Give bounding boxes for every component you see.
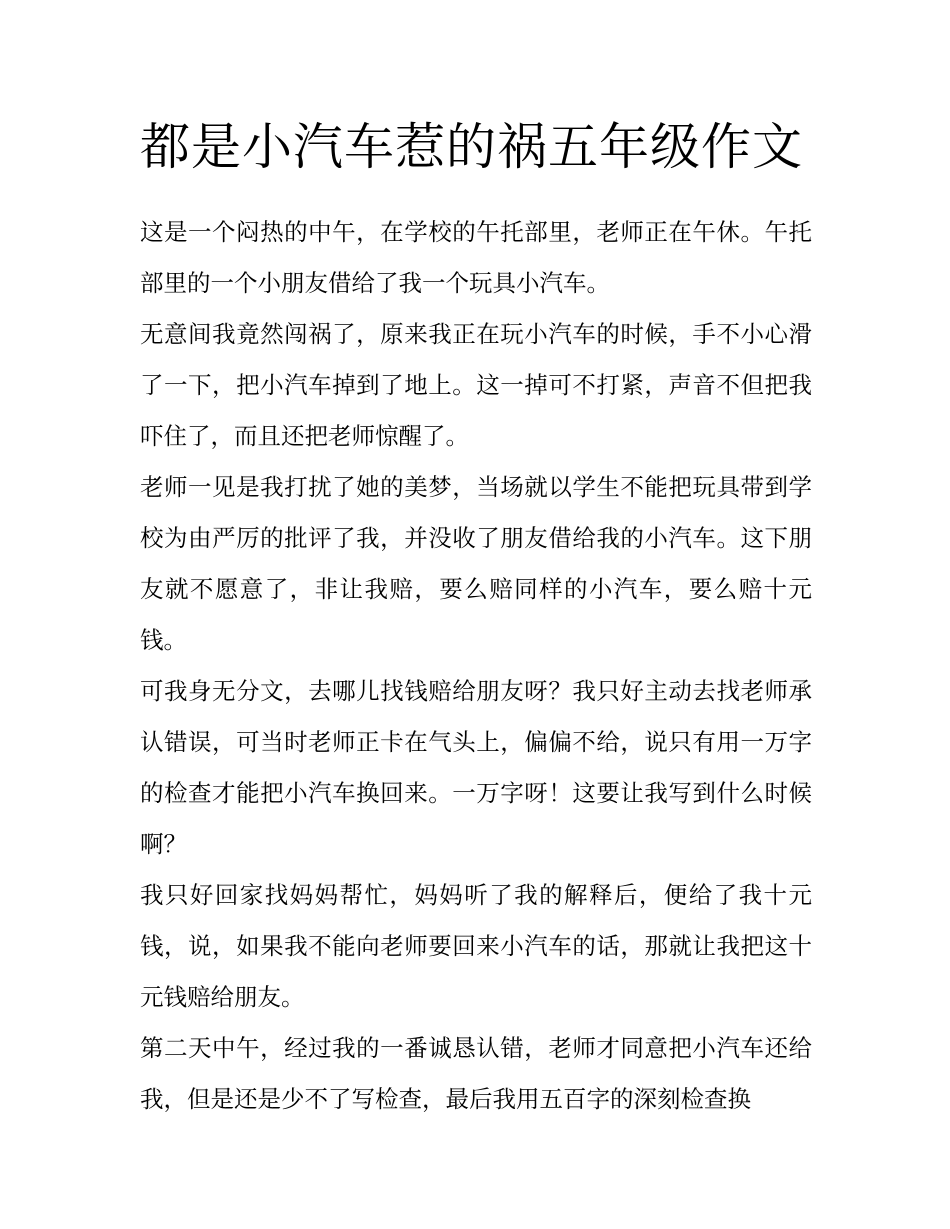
document-title: 都是小汽车惹的祸五年级作文 bbox=[140, 118, 803, 176]
paragraph: 无意间我竟然闯祸了，原来我正在玩小汽车的时候，手不小心滑了一下，把小汽车掉到了地上。这一掉可不打紧，声音不但把我吓住了，而且还把老师惊醒了。 bbox=[140, 320, 812, 450]
paragraph: 老师一见是我打扰了她的美梦，当场就以学生不能把玩具带到学校为由严厉的批评了我，并没收了朋友借给我的小汽车。这下朋友就不愿意了，非让我赔，要么赔同样的小汽车，要么赔十元钱。 bbox=[140, 473, 812, 654]
paragraph: 第二天中午，经过我的一番诚恳认错，老师才同意把小汽车还给我，但是还是少不了写检查，最后我用五百字的深刻检查换 bbox=[140, 1034, 812, 1113]
paragraph: 这是一个闷热的中午，在学校的午托部里，老师正在午休。午托部里的一个小朋友借给了我一个玩具小汽车。 bbox=[140, 218, 812, 297]
paragraph: 可我身无分文，去哪儿找钱赔给朋友呀？我只好主动去找老师承认错误，可当时老师正卡在气头上，偏偏不给，说只有用一万字的检查才能把小汽车换回来。一万字呀！这要让我写到什么时候啊？ bbox=[140, 677, 812, 858]
document-content bbox=[140, 112, 812, 1125]
document-body bbox=[140, 207, 812, 1125]
paragraph: 我只好回家找妈妈帮忙，妈妈听了我的解释后，便给了我十元钱，说，如果我不能向老师要回来小汽车的话，那就让我把这十元钱赔给朋友。 bbox=[140, 881, 812, 1011]
